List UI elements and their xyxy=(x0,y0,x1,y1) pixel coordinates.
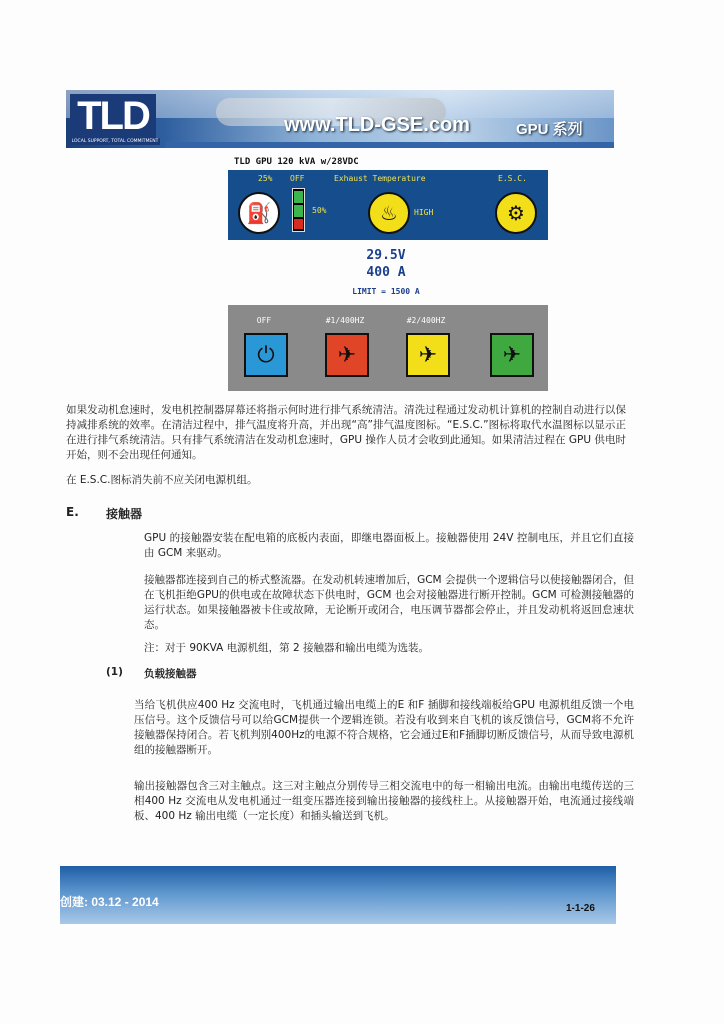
fuel-gauge xyxy=(292,188,305,232)
fuel-pump-icon: ⛽ xyxy=(238,192,280,234)
output-2-label: #2/400HZ xyxy=(406,316,446,325)
power-output-panel xyxy=(228,305,548,391)
series-label: GPU 系列 xyxy=(516,121,583,138)
exhaust-temperature-icon: ♨ xyxy=(368,192,410,234)
website-url: www.TLD-GSE.com xyxy=(284,114,470,136)
figure-title: TLD GPU 120 kVA w/28VDC xyxy=(234,157,359,167)
current-readout: 400 A xyxy=(366,265,406,280)
tld-tagline: LOCAL SUPPORT, TOTAL COMMITMENT xyxy=(71,139,159,144)
subsection-title: 负载接触器 xyxy=(144,668,197,680)
paragraph-esc-description: 如果发动机怠速时，发电机控制器屏幕还将指示何时进行排气系统清洁。清洗过程通过发动机计算机的控制自动进行以保持减排系统的效率。在清洁过程中，排气温度将升高，并出现“高”排气温度图标。“E.S.C.”图标将取代水温图标以显示正在进行排气系统清洁。只有排气系统清洁在发动机怠速时，GPU 操作人员才会收到此通知。如果清洁过程在 GPU 供电时开始，则不会出现任何通知。 xyxy=(66,404,626,461)
paragraph-contactor-intro: GPU 的接触器安装在配电箱的底板内表面，即继电器面板上。接触器使用 24V 控制电压，并且它们直接由 GCM 来驱动。 xyxy=(144,532,634,559)
aircraft-output-1-icon: ✈ xyxy=(325,333,369,377)
tld-logo: TLD xyxy=(70,94,156,138)
high-label: HIGH xyxy=(414,208,434,217)
off-label: OFF xyxy=(290,174,305,183)
paragraph-note: 注：对于 90KVA 电源机组，第 2 接触器和输出电缆为选装。 xyxy=(144,642,429,654)
subsection-number: (1) xyxy=(106,666,123,678)
paragraph-load-contactor: 当给飞机供应400 Hz 交流电时，飞机通过输出电缆上的E 和F 插脚和接线端板给GPU 电源机组反馈一个电压信号。这个反馈信号可以给GCM提供一个逻辑连锁。若没有收到来自飞机的该反馈信号，GCM将不允许接触器保持闭合。若飞机判别400Hz的电源不符合规格，它会通过E和F插脚切断反馈信号，从而导致电源机组的接触器断开。 xyxy=(134,699,634,756)
engine-off-icon: ⏻ xyxy=(244,333,288,377)
footer-date: 创建: 03.12 - 2014 xyxy=(60,895,159,909)
exhaust-temperature-label: Exhaust Temperature xyxy=(334,174,426,183)
aircraft-output-2-icon: ✈ xyxy=(406,333,450,377)
esc-label: E.S.C. xyxy=(498,174,527,183)
esc-icon: ⚙ xyxy=(495,192,537,234)
gauge-percent-label: 50% xyxy=(312,206,327,215)
limit-readout: LIMIT = 1500 A xyxy=(352,287,420,296)
output-1-label: #1/400HZ xyxy=(325,316,365,325)
page-number: 1-1-26 xyxy=(566,903,595,914)
gauge-segment-red xyxy=(294,219,303,229)
header-banner xyxy=(66,90,614,148)
status-display-panel xyxy=(228,170,548,240)
fuel-level-label: 25% xyxy=(258,174,273,183)
gauge-segment-green xyxy=(294,205,303,217)
paragraph-contactor-operation: 接触器都连接到自己的桥式整流器。在发动机转速增加后，GCM 会提供一个逻辑信号以使接触器闭合，但在飞机拒绝GPU的供电或在故障状态下供电时，GCM 也会对接触器进行断开控制。GCM 可检测接触器的运行状态。如果接触器被卡住或故障，无论断开或闭合，电压调节器都会停止，并且发动机将返回怠速状态。 xyxy=(144,574,634,631)
paragraph-esc-warning: 在 E.S.C.图标消失前不应关闭电源机组。 xyxy=(66,474,258,486)
aircraft-output-3-icon: ✈ xyxy=(490,333,534,377)
section-letter: E. xyxy=(66,505,79,519)
banner-stripe xyxy=(166,142,614,148)
section-title: 接触器 xyxy=(106,507,143,521)
off-output-label: OFF xyxy=(256,316,272,325)
voltage-readout: 29.5V xyxy=(366,248,406,263)
gauge-segment-green xyxy=(294,191,303,203)
paragraph-output-contactor: 输出接触器包含三对主触点。这三对主触点分别传导三相交流电中的每一相输出电流。由输出电缆传送的三相400 Hz 交流电从发电机通过一组变压器连接到输出接触器的接线柱上。从接触器开始，电流通过接线端板、400 Hz 输出电缆（一定长度）和插头输送到飞机。 xyxy=(134,780,634,822)
